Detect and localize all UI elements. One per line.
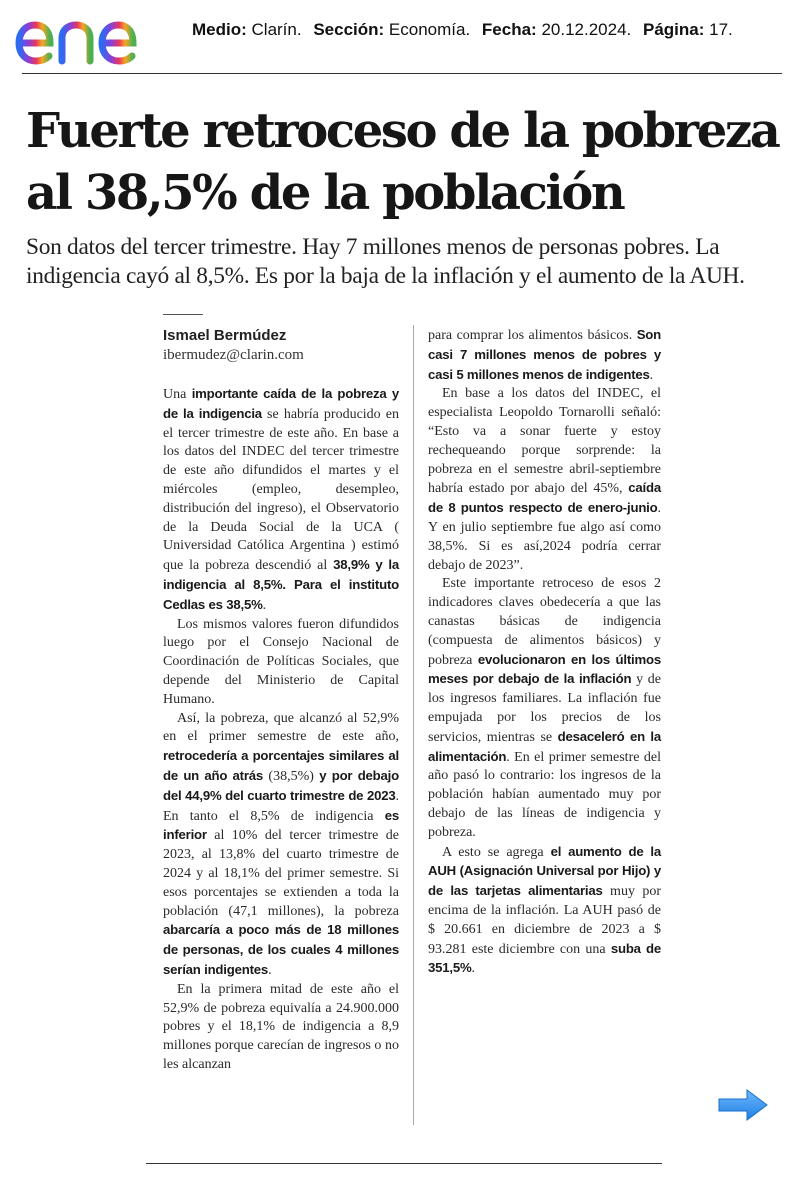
article-column-2 [428, 326, 661, 979]
byline [163, 327, 413, 365]
enel-logo [14, 6, 174, 70]
paragraph: Este importante retroceso de esos 2 indicadores claves obedecería a que las canastas básicas de indigencia (compuesta de alimentos básicos) y pobreza evolucionaron en los últimos meses por debajo de la inflación y de los ingresos familiares. La inflación fue empujada por los precios de los servicios, mientras se desaceleró en la alimentación. En el primer semestre del año pasó lo contrario: los ingresos de la población habían aumentado muy por debajo de las líneas de indigencia y pobreza. [428, 576, 661, 840]
medio-label: Medio: [192, 20, 247, 39]
author-name: Ismael Bermúdez [163, 327, 287, 344]
seccion-value: Economía. [388, 20, 471, 39]
pagina-label: Página: [643, 20, 705, 39]
fecha-label: Fecha: [481, 20, 537, 39]
paragraph: En base a los datos del INDEC, el especialista Leopoldo Tornarolli señaló: “Esto va a sonar fuerte y estoy rechequeando porque sorprende: la pobreza en el semestre abril-septiembre habría estado por abajo del 45%, caída de 8 puntos respecto de enero-junio. Y en julio septiembre fue algo así como 38,5%. Si es así,2024 podría cerrar debajo de 2023”. [428, 386, 661, 573]
paragraph: para comprar los alimentos básicos. Son casi 7 millones menos de pobres y casi 5 millones menos de indigentes. [428, 327, 661, 383]
byline-rule [163, 314, 203, 315]
footer-divider [146, 1163, 662, 1164]
arrow-right-icon[interactable] [717, 1088, 769, 1122]
article-headline: Fuerte retroceso de la pobreza al 38,5% de la población [26, 103, 779, 221]
header-divider [22, 73, 782, 74]
seccion-label: Sección: [313, 20, 385, 39]
fecha-value: 20.12.2024. [541, 20, 632, 39]
paragraph: A esto se agrega el aumento de la AUH (Asignación Universal por Hijo) y de las tarjetas alimentarias muy por encima de la inflación. La AUH pasó de $ 20.661 en diciembre de 2023 a $ 93.281 este diciembre con una suba de 351,5%. [428, 843, 661, 977]
article-deck: Son datos del tercer trimestre. Hay 7 millones menos de personas pobres. La indigencia cayó al 8,5%. Es por la baja de la inflación y el aumento de la AUH. [26, 234, 745, 289]
author-email: ibermudez@clarin.com [163, 347, 304, 363]
paragraph: Los mismos valores fueron difundidos luego por el Consejo Nacional de Coordinación de Políticas Sociales, que depende del Ministerio de Capital Humano. [163, 616, 399, 707]
pagina-value: 17. [709, 20, 733, 39]
article-column-1 [163, 385, 399, 1075]
column-divider [413, 325, 414, 1125]
paragraph: En la primera mitad de este año el 52,9% de pobreza equivalía a 24.900.000 pobres y el 18,1% de indigencia a 8,9 millones porque carecían de ingresos o no les alcanzan [163, 981, 399, 1072]
medio-value: Clarín. [251, 20, 302, 39]
paragraph: Una importante caída de la pobreza y de la indigencia se habría producido en el tercer trimestre de este año. En base a los datos del INDEC del tercer trimestre de este año difundidos el martes y el miércoles (empleo, desempleo, distribución del ingreso), el Observatorio de la Deuda Social de la UCA ( Universidad Católica Argentina ) estimó que la pobreza descendió al 38,9% y la indigencia al 8,5%. Para el instituto Cedlas es 38,5%. [163, 386, 400, 613]
clipping-meta [192, 20, 792, 40]
paragraph: Así, la pobreza, que alcanzó al 52,9% en el primer semestre de este año, retrocedería a porcentajes similares al de un año atrás (38,5%) y por debajo del 44,9% del cuarto trimestre de 2023. En tanto el 8,5% de indigencia es inferior al 10% del tercer trimestre de 2023, al 13,8% del cuarto trimestre de 2024 y al 18,1% del primer semestre. Si esos porcentajes se extienden a toda la población (47,1 millones), la pobreza abarcaría a poco más de 18 millones de personas, de los cuales 4 millones serían indigentes. [163, 710, 399, 978]
